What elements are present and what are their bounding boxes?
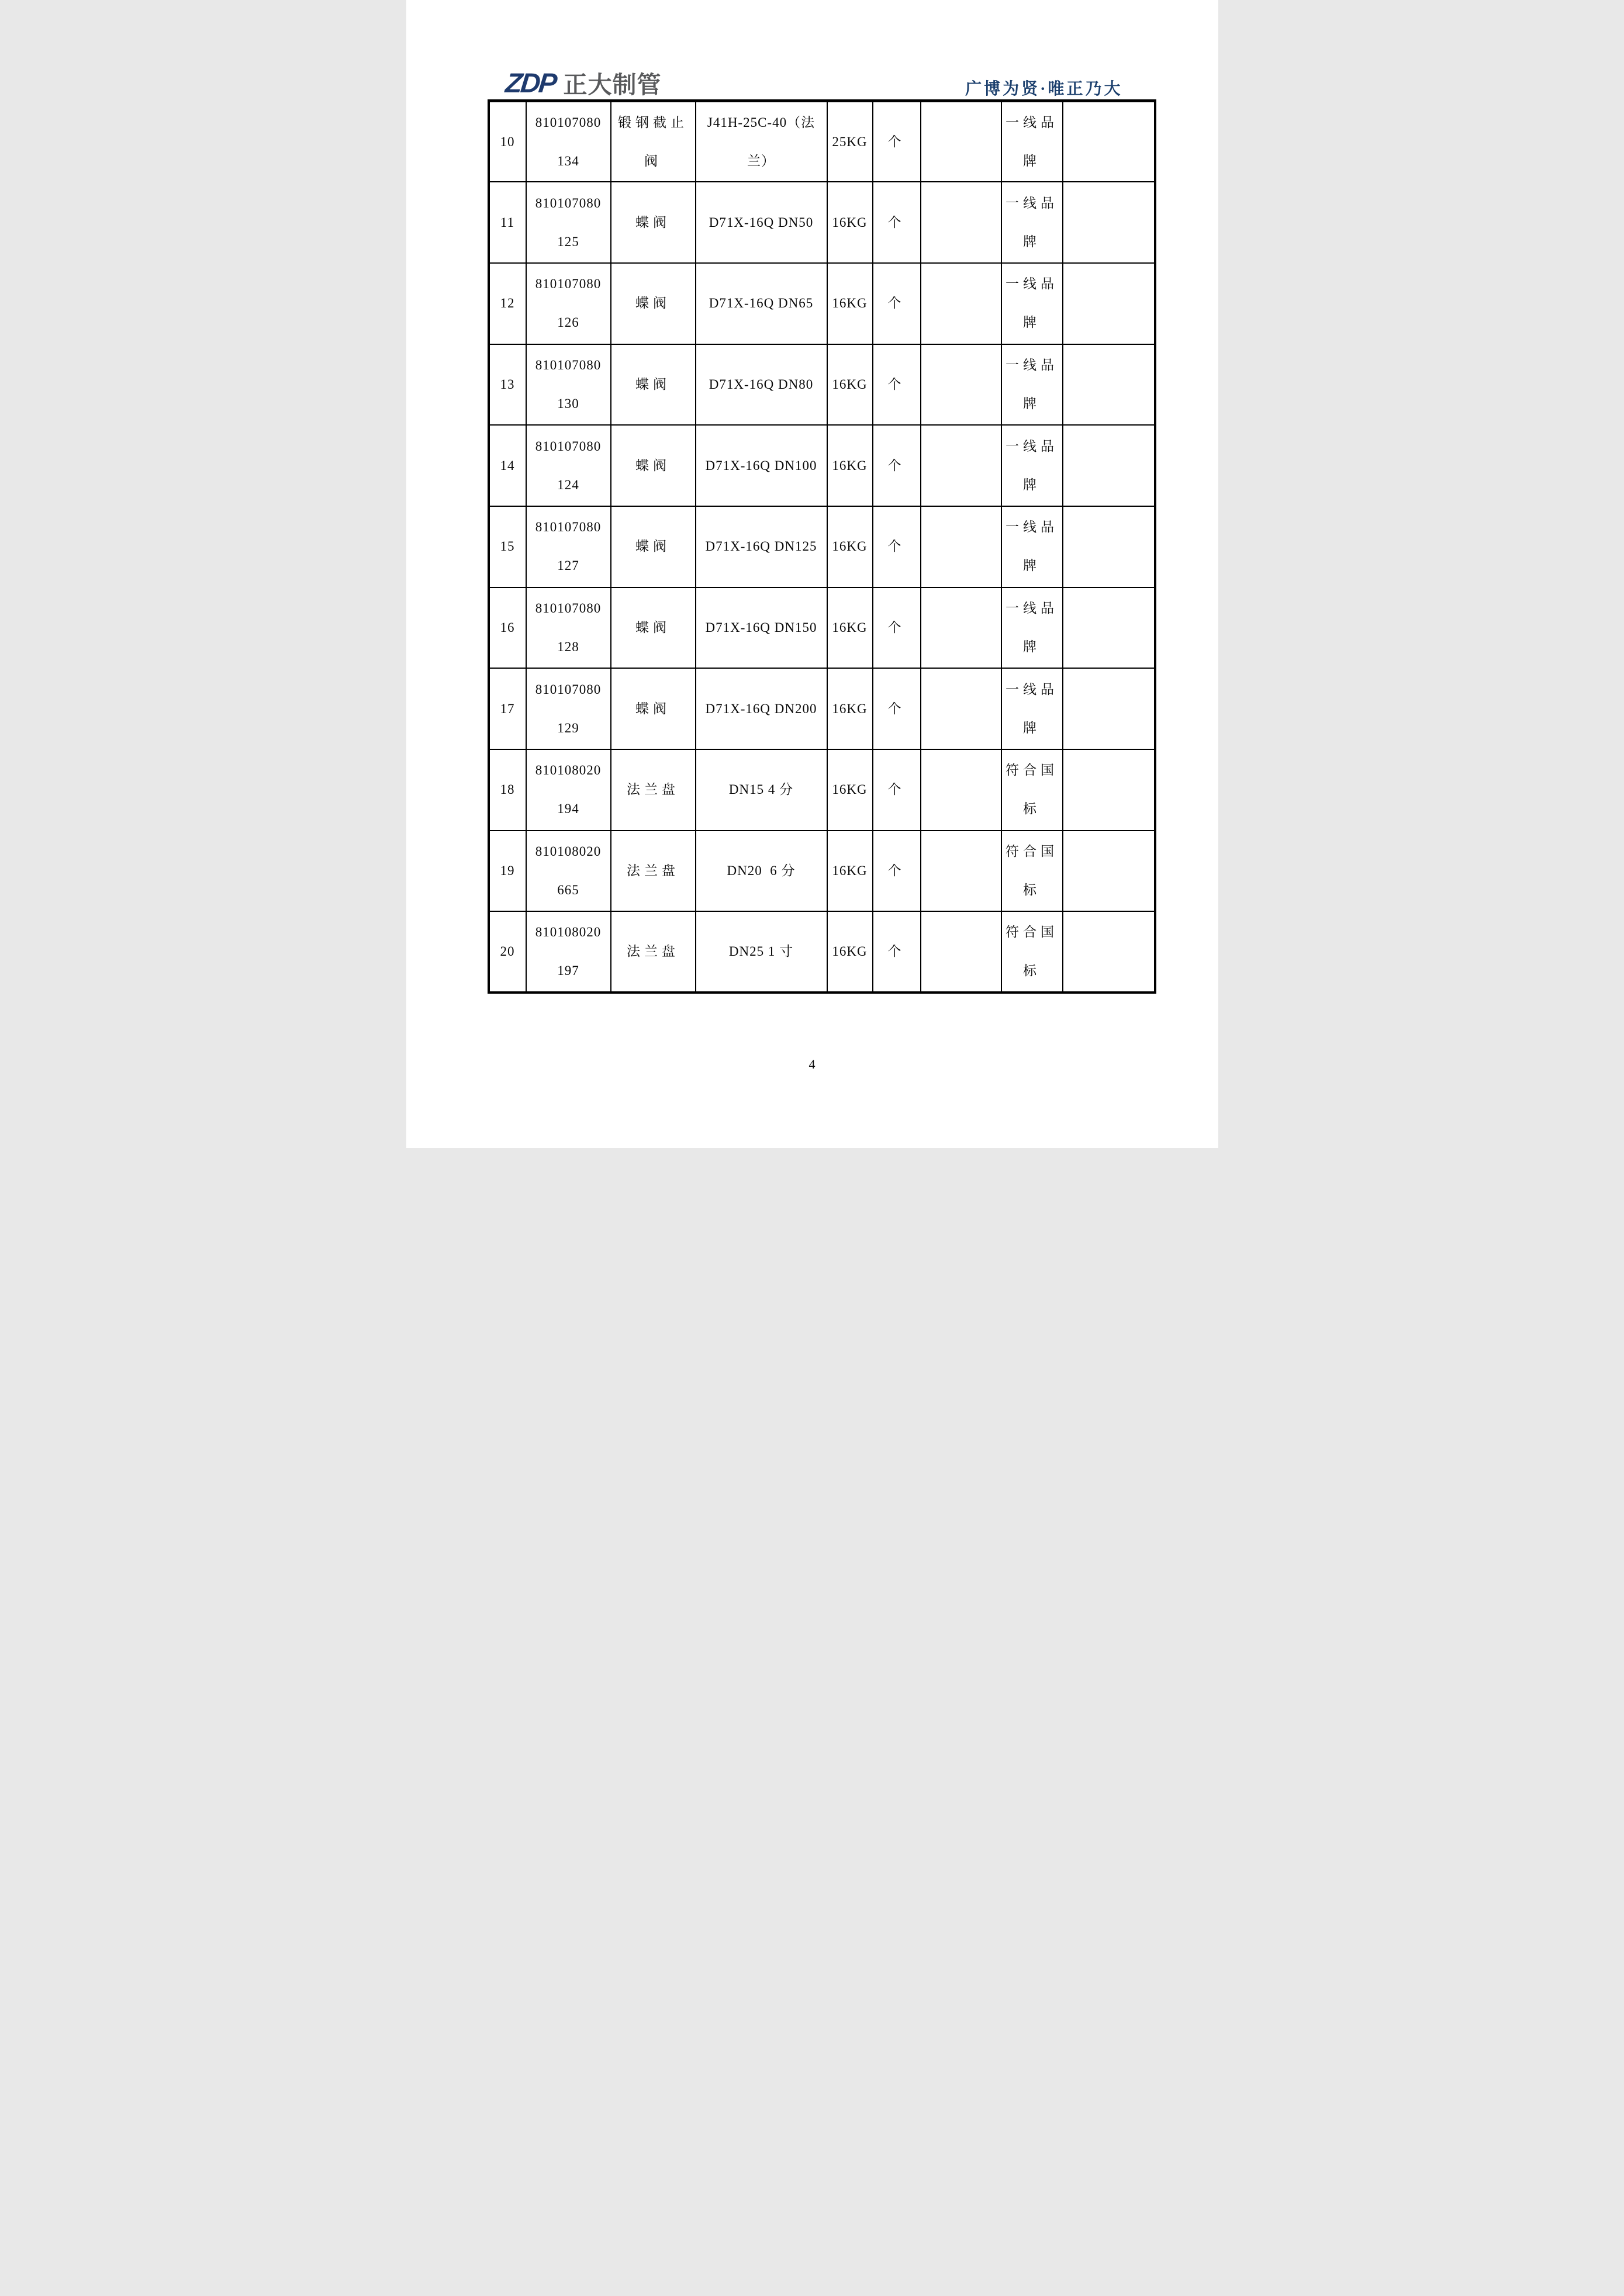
cell-row-no: 19	[489, 831, 526, 912]
table-row	[489, 182, 1155, 263]
cell-spec: DN20 6 分	[696, 831, 827, 912]
cell-row-no: 13	[489, 344, 526, 426]
cell-code: 810107080 127	[526, 506, 611, 587]
cell-empty	[1063, 182, 1155, 263]
table-row	[489, 506, 1155, 587]
cell-empty	[921, 749, 1001, 831]
table-row	[489, 101, 1155, 182]
cell-name: 蝶阀	[611, 425, 696, 506]
cell-empty	[1063, 506, 1155, 587]
cell-name: 蝶阀	[611, 344, 696, 426]
cell-weight: 16KG	[827, 668, 873, 749]
cell-empty	[921, 101, 1001, 182]
cell-name: 法兰盘	[611, 911, 696, 993]
page-number: 4	[808, 1057, 816, 1071]
cell-row-no: 16	[489, 587, 526, 669]
cell-row-no: 17	[489, 668, 526, 749]
cell-code: 810108020 194	[526, 749, 611, 831]
cell-empty	[1063, 668, 1155, 749]
cell-empty	[1063, 344, 1155, 426]
cell-remark: 一线品 牌	[1001, 587, 1063, 669]
cell-empty	[1063, 587, 1155, 669]
cell-unit: 个	[873, 101, 921, 182]
table-row	[489, 344, 1155, 426]
table-row	[489, 425, 1155, 506]
cell-empty	[1063, 911, 1155, 993]
cell-remark: 一线品 牌	[1001, 668, 1063, 749]
cell-unit: 个	[873, 263, 921, 344]
cell-weight: 25KG	[827, 101, 873, 182]
cell-unit: 个	[873, 831, 921, 912]
cell-empty	[921, 506, 1001, 587]
cell-row-no: 11	[489, 182, 526, 263]
cell-remark: 一线品 牌	[1001, 344, 1063, 426]
zdp-logo-mark: ZDP	[503, 67, 557, 98]
cell-code: 810107080 134	[526, 101, 611, 182]
cell-empty	[921, 425, 1001, 506]
cell-name: 蝶阀	[611, 182, 696, 263]
cell-spec: D71X-16Q DN150	[696, 587, 827, 669]
table-row	[489, 831, 1155, 912]
cell-name: 锻钢截止 阀	[611, 101, 696, 182]
cell-remark: 一线品 牌	[1001, 263, 1063, 344]
cell-empty	[921, 182, 1001, 263]
cell-empty	[1063, 425, 1155, 506]
company-logo	[503, 65, 662, 100]
cell-empty	[921, 668, 1001, 749]
cell-spec: J41H-25C-40（法 兰）	[696, 101, 827, 182]
cell-spec: D71X-16Q DN200	[696, 668, 827, 749]
cell-unit: 个	[873, 911, 921, 993]
cell-weight: 16KG	[827, 587, 873, 669]
cell-name: 法兰盘	[611, 749, 696, 831]
cell-remark: 一线品 牌	[1001, 425, 1063, 506]
cell-code: 810107080 128	[526, 587, 611, 669]
cell-spec: D71X-16Q DN80	[696, 344, 827, 426]
cell-spec: D71X-16Q DN50	[696, 182, 827, 263]
cell-weight: 16KG	[827, 831, 873, 912]
company-name: 正大制管	[563, 71, 662, 98]
cell-code: 810107080 125	[526, 182, 611, 263]
cell-weight: 16KG	[827, 182, 873, 263]
cell-weight: 16KG	[827, 911, 873, 993]
cell-weight: 16KG	[827, 749, 873, 831]
cell-spec: D71X-16Q DN100	[696, 425, 827, 506]
cell-code: 810107080 129	[526, 668, 611, 749]
cell-code: 810108020 197	[526, 911, 611, 993]
cell-empty	[921, 587, 1001, 669]
cell-remark: 符合国 标	[1001, 911, 1063, 993]
cell-unit: 个	[873, 425, 921, 506]
cell-remark: 一线品 牌	[1001, 182, 1063, 263]
cell-code: 810108020 665	[526, 831, 611, 912]
cell-name: 蝶阀	[611, 668, 696, 749]
cell-empty	[921, 263, 1001, 344]
cell-name: 蝶阀	[611, 587, 696, 669]
company-slogan: 广博为贤·唯正乃大	[965, 80, 1123, 98]
cell-empty	[1063, 749, 1155, 831]
cell-weight: 16KG	[827, 425, 873, 506]
cell-weight: 16KG	[827, 344, 873, 426]
cell-empty	[1063, 101, 1155, 182]
cell-row-no: 18	[489, 749, 526, 831]
cell-remark: 符合国 标	[1001, 831, 1063, 912]
cell-name: 蝶阀	[611, 263, 696, 344]
cell-spec: DN25 1 寸	[696, 911, 827, 993]
cell-remark: 一线品 牌	[1001, 506, 1063, 587]
cell-name: 法兰盘	[611, 831, 696, 912]
cell-name: 蝶阀	[611, 506, 696, 587]
cell-remark: 一线品 牌	[1001, 101, 1063, 182]
cell-spec: D71X-16Q DN125	[696, 506, 827, 587]
cell-weight: 16KG	[827, 506, 873, 587]
cell-empty	[921, 911, 1001, 993]
cell-code: 810107080 124	[526, 425, 611, 506]
table-row	[489, 749, 1155, 831]
cell-row-no: 12	[489, 263, 526, 344]
cell-row-no: 15	[489, 506, 526, 587]
document-page	[406, 0, 1218, 1148]
cell-row-no: 20	[489, 911, 526, 993]
cell-row-no: 10	[489, 101, 526, 182]
cell-spec: DN15 4 分	[696, 749, 827, 831]
cell-spec: D71X-16Q DN65	[696, 263, 827, 344]
cell-code: 810107080 130	[526, 344, 611, 426]
cell-row-no: 14	[489, 425, 526, 506]
table-row	[489, 668, 1155, 749]
product-table	[488, 99, 1156, 994]
cell-empty	[921, 831, 1001, 912]
cell-unit: 个	[873, 344, 921, 426]
cell-unit: 个	[873, 749, 921, 831]
cell-empty	[1063, 263, 1155, 344]
table-row	[489, 263, 1155, 344]
table-row	[489, 587, 1155, 669]
cell-remark: 符合国 标	[1001, 749, 1063, 831]
cell-weight: 16KG	[827, 263, 873, 344]
cell-unit: 个	[873, 587, 921, 669]
cell-code: 810107080 126	[526, 263, 611, 344]
cell-unit: 个	[873, 182, 921, 263]
table-row	[489, 911, 1155, 993]
cell-unit: 个	[873, 668, 921, 749]
cell-empty	[1063, 831, 1155, 912]
cell-empty	[921, 344, 1001, 426]
cell-unit: 个	[873, 506, 921, 587]
